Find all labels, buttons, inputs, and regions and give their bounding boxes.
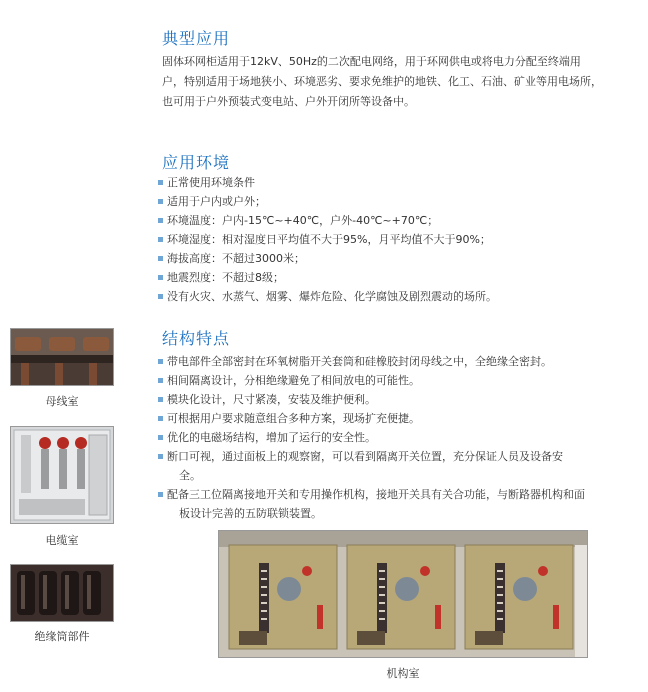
list-item: 正常使用环境条件	[158, 173, 638, 192]
list-item: 环境湿度：相对湿度日平均值不大于95%，月平均值不大于90%；	[158, 230, 638, 249]
busbar-room-caption: 母线室	[45, 395, 79, 408]
list-item-text: 配备三工位隔离接地开关和专用操作机构，接地开关具有关合功能，与断路器机构和面	[167, 488, 585, 501]
busbar-room-photo	[10, 328, 114, 386]
section-title-typical-use: 典型应用	[162, 29, 231, 48]
mechanism-room-caption: 机构室	[386, 667, 420, 680]
list-item: 优化的电磁场结构，增加了运行的安全性。	[158, 428, 638, 447]
section-title-structure: 结构特点	[162, 329, 231, 348]
section-title-environment: 应用环境	[162, 153, 231, 172]
insulation-cylinder-photo	[10, 564, 114, 622]
cable-room-caption: 电缆室	[45, 534, 79, 547]
typical-use-line-1: 固体环网柜适用于12kV、50Hz的二次配电网络，用于环网供电或将电力分配至终端用	[162, 55, 581, 68]
list-item: 带电部件全部密封在环氧树脂开关套筒和硅橡胶封闭母线之中，全绝缘全密封。	[158, 352, 638, 371]
list-item: 模块化设计，尺寸紧凑，安装及维护便利。	[158, 390, 638, 409]
list-item-continuation: 全。	[179, 469, 201, 482]
list-item: 地震烈度：不超过8级；	[158, 268, 638, 287]
list-item	[158, 447, 638, 485]
list-item: 相间隔离设计，分相绝缘避免了相间放电的可能性。	[158, 371, 638, 390]
list-item-continuation: 板设计完善的五防联锁装置。	[179, 507, 322, 520]
list-item: 可根据用户要求随意组合多种方案，现场扩充便捷。	[158, 409, 638, 428]
insulation-cylinder-caption: 绝缘筒部件	[34, 630, 90, 643]
list-item-text: 断口可视，通过面板上的观察窗，可以看到隔离开关位置，充分保证人员及设备安	[167, 450, 563, 463]
list-item: 适用于户内或户外；	[158, 192, 638, 211]
list-item	[158, 485, 638, 523]
typical-use-paragraph	[162, 52, 638, 112]
mechanism-room-photo	[218, 530, 588, 658]
environment-list	[158, 173, 638, 306]
typical-use-line-2: 户，特别适用于场地狭小、环境恶劣、要求免维护的地铁、化工、石油、矿业等用电场所，	[162, 75, 602, 88]
list-item: 海拔高度：不超过3000米；	[158, 249, 638, 268]
typical-use-line-3: 也可用于户外预装式变电站、户外开闭所等设备中。	[162, 95, 415, 108]
list-item: 没有火灾、水蒸气、烟雾、爆炸危险、化学腐蚀及剧烈震动的场所。	[158, 287, 638, 306]
cable-room-photo	[10, 426, 114, 524]
list-item: 环境温度：户内-15℃~+40℃，户外-40℃~+70℃；	[158, 211, 638, 230]
structure-list	[158, 352, 638, 523]
